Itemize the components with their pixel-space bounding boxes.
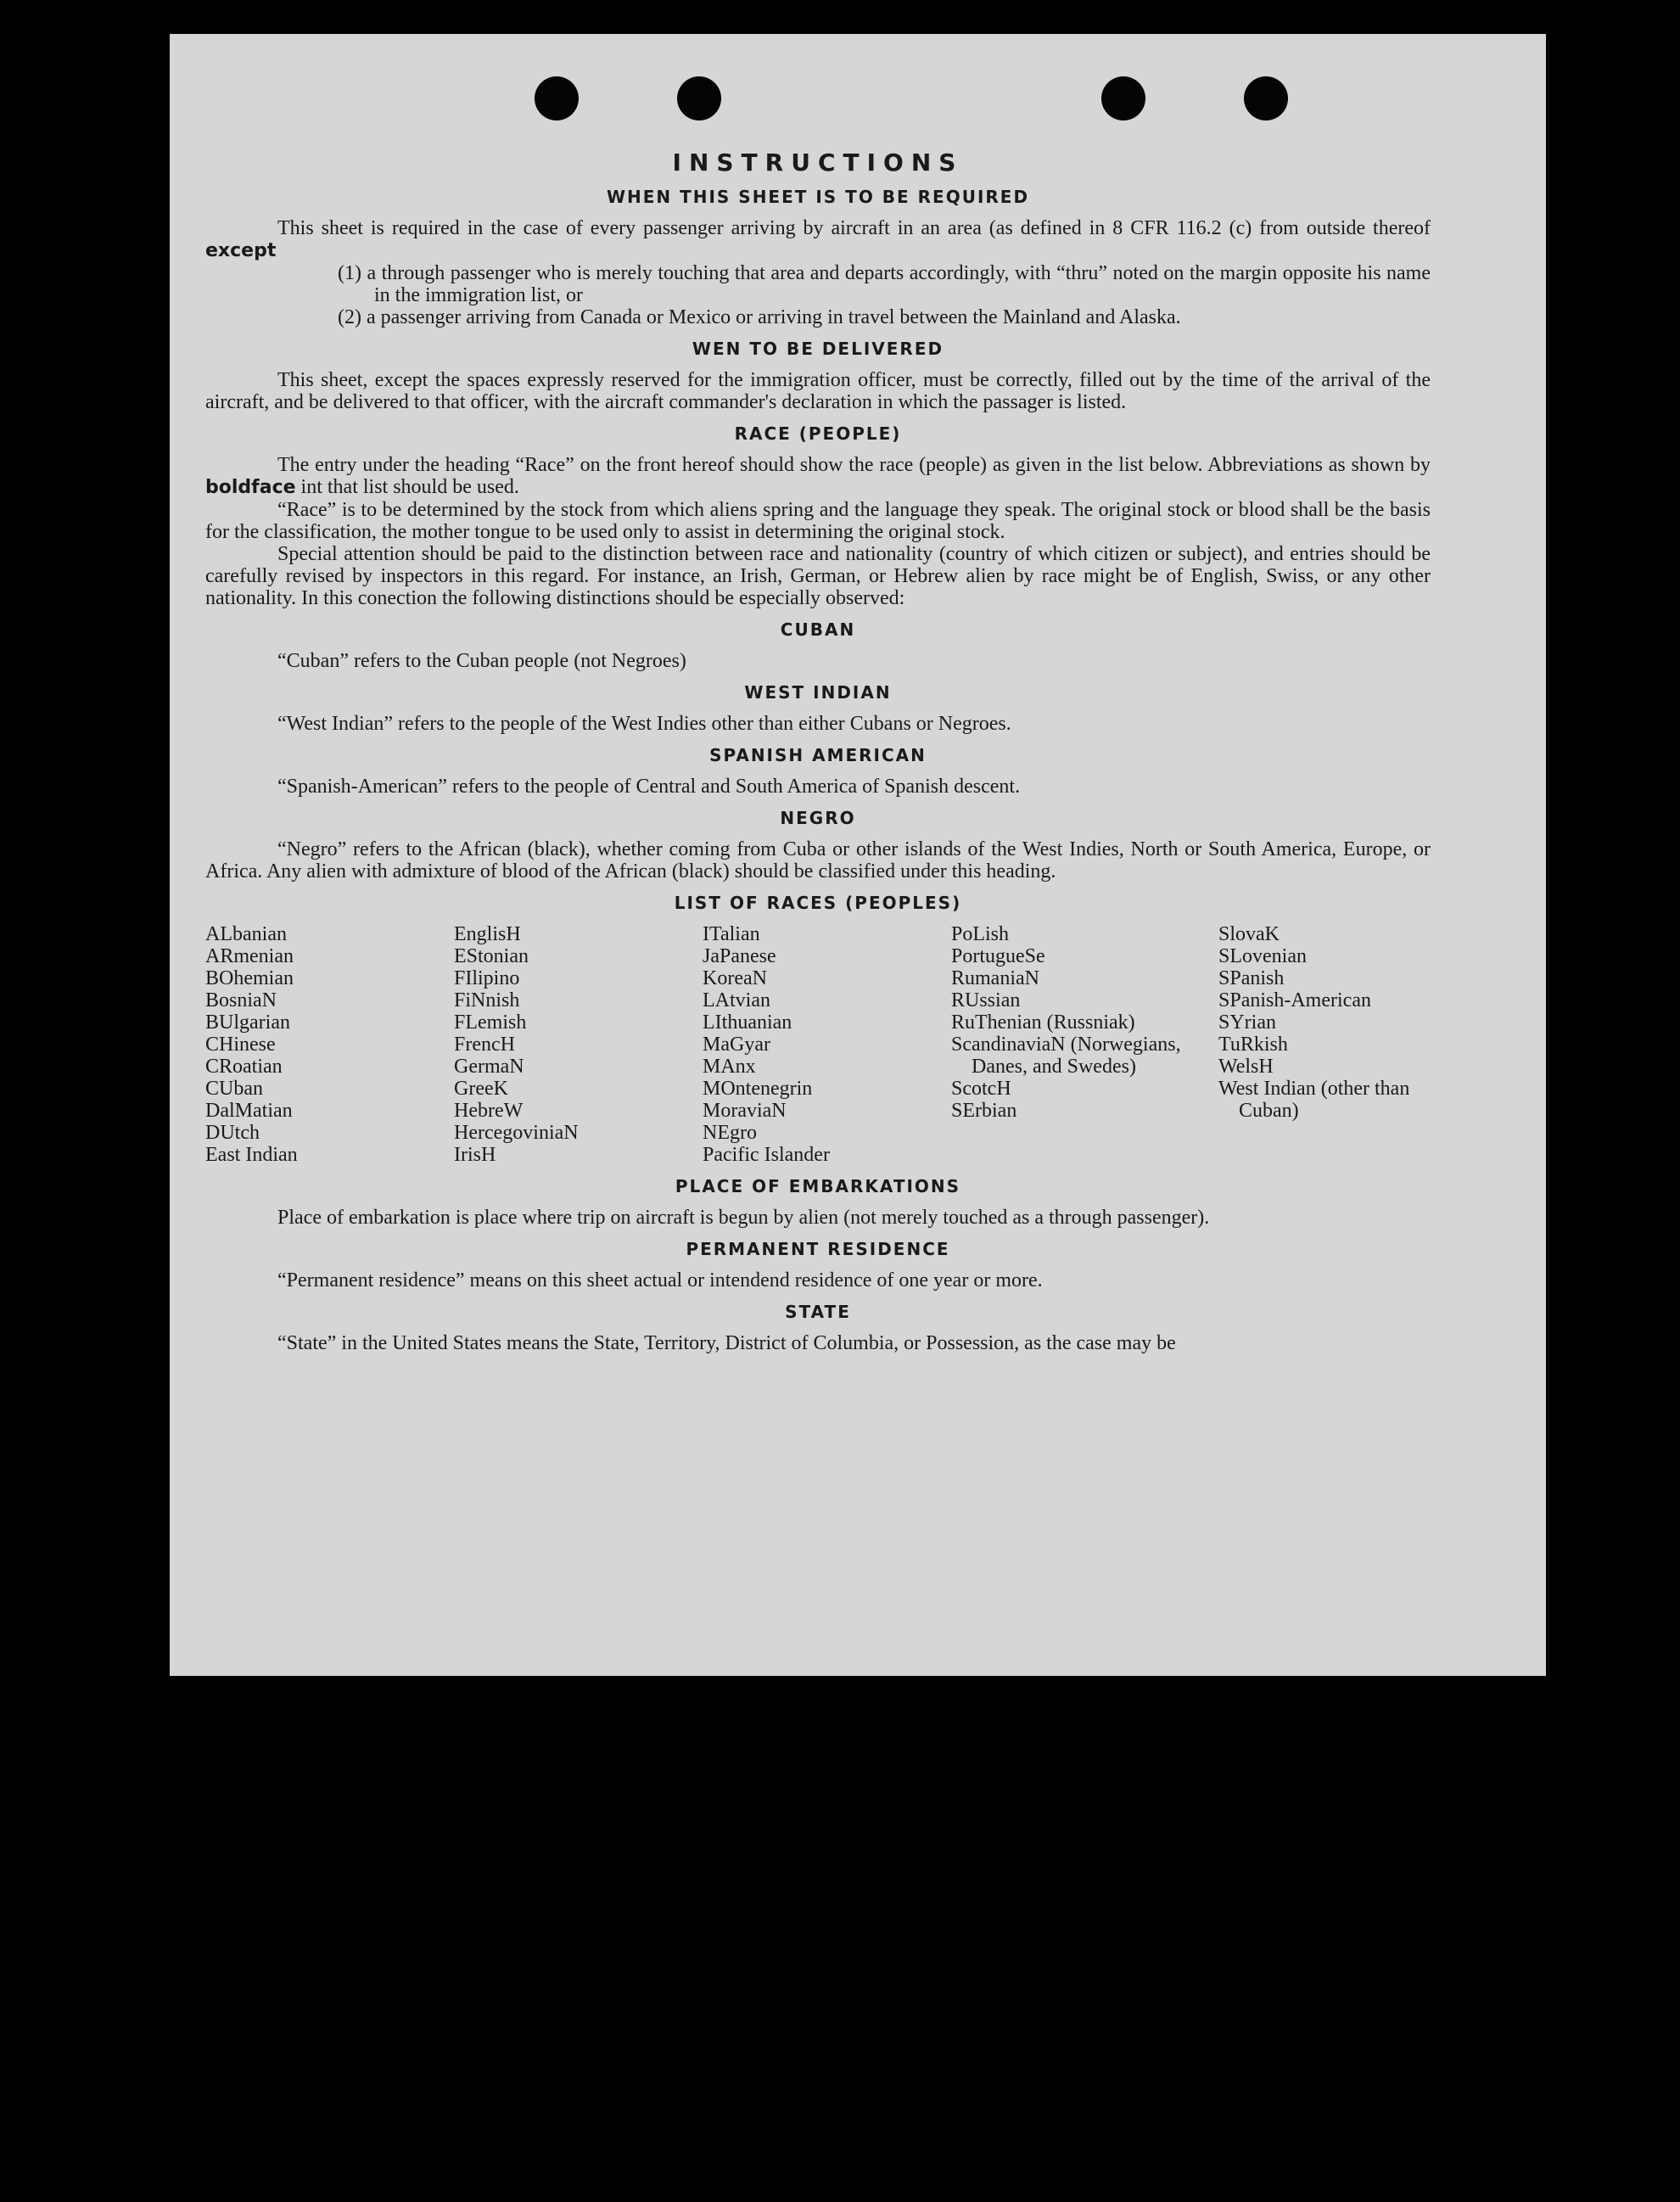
races-column	[703, 923, 951, 1166]
race-entry: NEgro	[703, 1122, 757, 1144]
exception-list	[205, 262, 1431, 328]
section-heading-residence: PERMANENT RESIDENCE	[686, 1239, 950, 1259]
race-entry: ITalian	[703, 923, 760, 945]
section-heading-list-of-races: LIST OF RACES (PEOPLES)	[674, 893, 962, 913]
race-entry: ARmenian	[205, 945, 294, 967]
punch-hole	[1244, 76, 1288, 120]
required-intro: This sheet is required in the case of every passenger arriving by aircraft in an area (as defined in 8 CFR 116.2 (c) from outside thereof except	[205, 217, 1431, 261]
race-entry: FLemish	[454, 1011, 527, 1034]
boldface-word: boldface	[205, 477, 296, 498]
race-entry: GermaN	[454, 1056, 524, 1078]
race-entry: West Indian (other than Cuban)	[1218, 1078, 1410, 1122]
race-entry: RumaniaN	[951, 967, 1039, 989]
section-heading-delivered: WEN TO BE DELIVERED	[692, 339, 944, 359]
race-entry: East Indian	[205, 1144, 298, 1166]
race-entry: MAnx	[703, 1056, 756, 1078]
race-entry: TuRkish	[1218, 1034, 1288, 1056]
race-entry: BOhemian	[205, 967, 294, 989]
residence-text: “Permanent residence” means on this sheet actual or intendend residence of one year or more.	[277, 1269, 1043, 1292]
west-indian-text: “West Indian” refers to the people of the West Indies other than either Cubans or Negroes.	[277, 713, 1011, 735]
race-entry: CRoatian	[205, 1056, 283, 1078]
delivered-text: This sheet, except the spaces expressly reserved for the immigration officer, must be correctly, filled out by the time of the arrival of the aircraft, and be delivered to that officer, with the aircraft commander's declaration in which the passager is listed.	[205, 369, 1431, 413]
state-text: “State” in the United States means the State, Territory, District of Columbia, or Possession, as the case may be	[277, 1332, 1176, 1354]
race-paragraph-1: The entry under the heading “Race” on the front hereof should show the race (people) as given in the list below. Abbreviations as shown by boldface int that list should be used.	[205, 454, 1431, 498]
race-entry: MaGyar	[703, 1034, 770, 1056]
race-entry: HebreW	[454, 1100, 524, 1122]
race-entry: BosniaN	[205, 989, 277, 1011]
punch-hole	[1101, 76, 1145, 120]
section-heading-race: RACE (PEOPLE)	[734, 423, 902, 444]
negro-text: “Negro” refers to the African (black), whether coming from Cuba or other islands of the West Indies, North or South America, Europe, or Africa. Any alien with admixture of blood of the African (black) should be classified under this heading.	[205, 838, 1431, 882]
race-entry: CUban	[205, 1078, 263, 1100]
embarkation-text: Place of embarkation is place where trip on aircraft is begun by alien (not merely touched as a through passenger).	[277, 1207, 1210, 1229]
race-entry: ALbanian	[205, 923, 287, 945]
race-entry: PoLish	[951, 923, 1010, 945]
race-entry: RuThenian (Russniak)	[951, 1011, 1135, 1034]
race-entry: WelsH	[1218, 1056, 1274, 1078]
race-entry: MoraviaN	[703, 1100, 787, 1122]
race-entry: CHinese	[205, 1034, 276, 1056]
race-entry: LAtvian	[703, 989, 770, 1011]
race-entry: SLovenian	[1218, 945, 1307, 967]
race-paragraph-2: “Race” is to be determined by the stock from which aliens spring and the language they speak. The original stock or blood shall be the basis for the classification, the mother tongue to be used only to assist in determining the original stock.	[205, 499, 1431, 543]
race-entry: ScotcH	[951, 1078, 1011, 1100]
race-entry: SPanish	[1218, 967, 1285, 989]
races-column	[951, 923, 1218, 1166]
race-entry: GreeK	[454, 1078, 508, 1100]
races-list	[205, 923, 1431, 1166]
except-word: except	[205, 240, 277, 261]
race-entry: JaPanese	[703, 945, 776, 967]
race-paragraph-3: Special attention should be paid to the distinction between race and nationality (country of which citizen or subject), and entries should be carefully revised by inspectors in this regard. For instance, an Irish, German, or Hebrew alien by race might be of English, Swiss, or any other nationality. In this conection the following distinctions should be especially observed:	[205, 543, 1431, 609]
section-heading-required: WHEN THIS SHEET IS TO BE REQUIRED	[606, 187, 1030, 207]
race-entry: DalMatian	[205, 1100, 293, 1122]
punch-hole	[535, 76, 579, 120]
document-sheet	[170, 34, 1546, 1676]
race-entry: LIthuanian	[703, 1011, 792, 1034]
race-entry: FrencH	[454, 1034, 515, 1056]
race-entry: DUtch	[205, 1122, 260, 1144]
race-entry: IrisH	[454, 1144, 496, 1166]
spanish-american-text: “Spanish-American” refers to the people of Central and South America of Spanish descent.	[277, 776, 1021, 798]
punch-hole	[677, 76, 721, 120]
race-entry: EnglisH	[454, 923, 521, 945]
race-entry: SPanish-American	[1218, 989, 1371, 1011]
race-entry: SYrian	[1218, 1011, 1276, 1034]
instructions-body	[205, 148, 1431, 1354]
page-title: INSTRUCTIONS	[672, 148, 964, 176]
race-entry: SErbian	[951, 1100, 1017, 1122]
race-entry: EStonian	[454, 945, 529, 967]
race-entry: RUssian	[951, 989, 1021, 1011]
race-entry: KoreaN	[703, 967, 767, 989]
section-heading-west-indian: WEST INDIAN	[744, 682, 892, 703]
cuban-text: “Cuban” refers to the Cuban people (not Negroes)	[277, 650, 686, 672]
section-heading-negro: NEGRO	[780, 808, 856, 828]
races-column	[454, 923, 703, 1166]
exception-item-1: (1) a through passenger who is merely touching that area and departs accordingly, with “thru” noted on the margin opposite his name in the immigration list, or	[338, 262, 1431, 306]
races-column	[205, 923, 454, 1166]
race-entry: FiNnish	[454, 989, 520, 1011]
race-entry: BUlgarian	[205, 1011, 290, 1034]
race-entry: FIlipino	[454, 967, 520, 989]
race-entry: MOntenegrin	[703, 1078, 813, 1100]
section-heading-cuban: CUBAN	[780, 619, 856, 640]
race-entry: HercegoviniaN	[454, 1122, 579, 1144]
race-entry: Pacific Islander	[703, 1144, 830, 1166]
race-entry: SlovaK	[1218, 923, 1280, 945]
race-entry: ScandinaviaN (Norwegians, Danes, and Swedes)	[951, 1034, 1181, 1078]
races-column	[1218, 923, 1431, 1166]
exception-item-2: (2) a passenger arriving from Canada or Mexico or arriving in travel between the Mainland and Alaska.	[338, 306, 1181, 328]
section-heading-embarkation: PLACE OF EMBARKATIONS	[675, 1176, 961, 1196]
race-entry: PortugueSe	[951, 945, 1045, 967]
section-heading-state: STATE	[785, 1302, 851, 1322]
section-heading-spanish-american: SPANISH AMERICAN	[709, 745, 927, 765]
